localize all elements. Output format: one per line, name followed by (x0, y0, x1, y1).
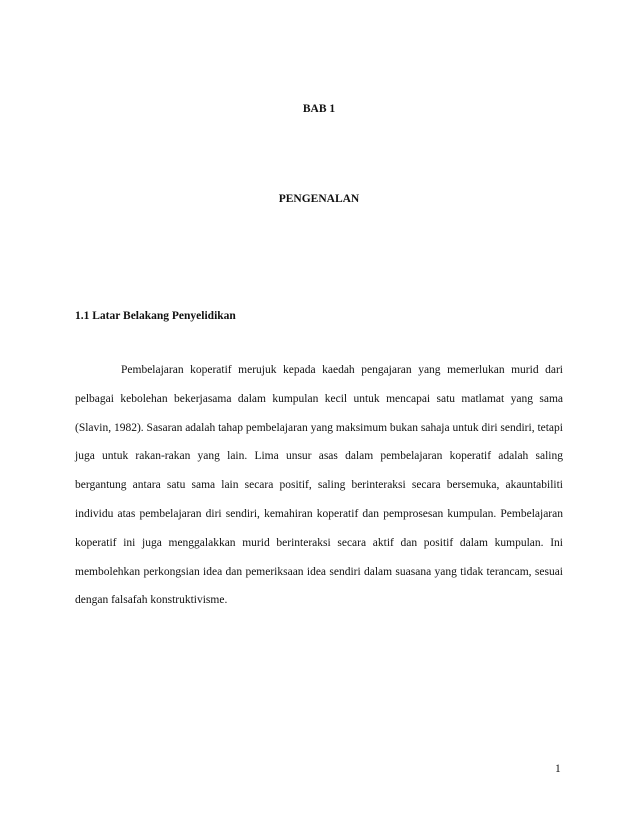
body-paragraph: Pembelajaran koperatif merujuk kepada kaedah pengajaran yang memerlukan murid dari pelbagai kebolehan bekerjasama dalam kumpulan kecil untuk mencapai satu matlamat yang sama (Slavin, 1982). Sasaran adalah tahap pembelajaran yang maksimum bukan sahaja untuk diri sendiri, tetapi juga untuk rakan-rakan yang lain. Lima unsur asas dalam pembelajaran koperatif adalah saling bergantung antara satu sama lain secara positif, saling berinteraksi secara bersemuka, akauntabiliti individu atas pembelajaran diri sendiri, kemahiran koperatif dan pemprosesan kumpulan. Pembelajaran koperatif ini juga menggalakkan murid berinteraksi secara aktif dan positif dalam kumpulan. Ini membolehkan perkongsian idea dan pemeriksaan idea sendiri dalam suasana yang tidak terancam, sesuai dengan falsafah konstruktivisme. (75, 364, 563, 607)
chapter-title: PENGENALAN (278, 193, 360, 205)
chapter-number: BAB 1 (302, 103, 336, 115)
page-number: 1 (555, 763, 561, 775)
section-heading: 1.1 Latar Belakang Penyelidikan (75, 310, 236, 322)
